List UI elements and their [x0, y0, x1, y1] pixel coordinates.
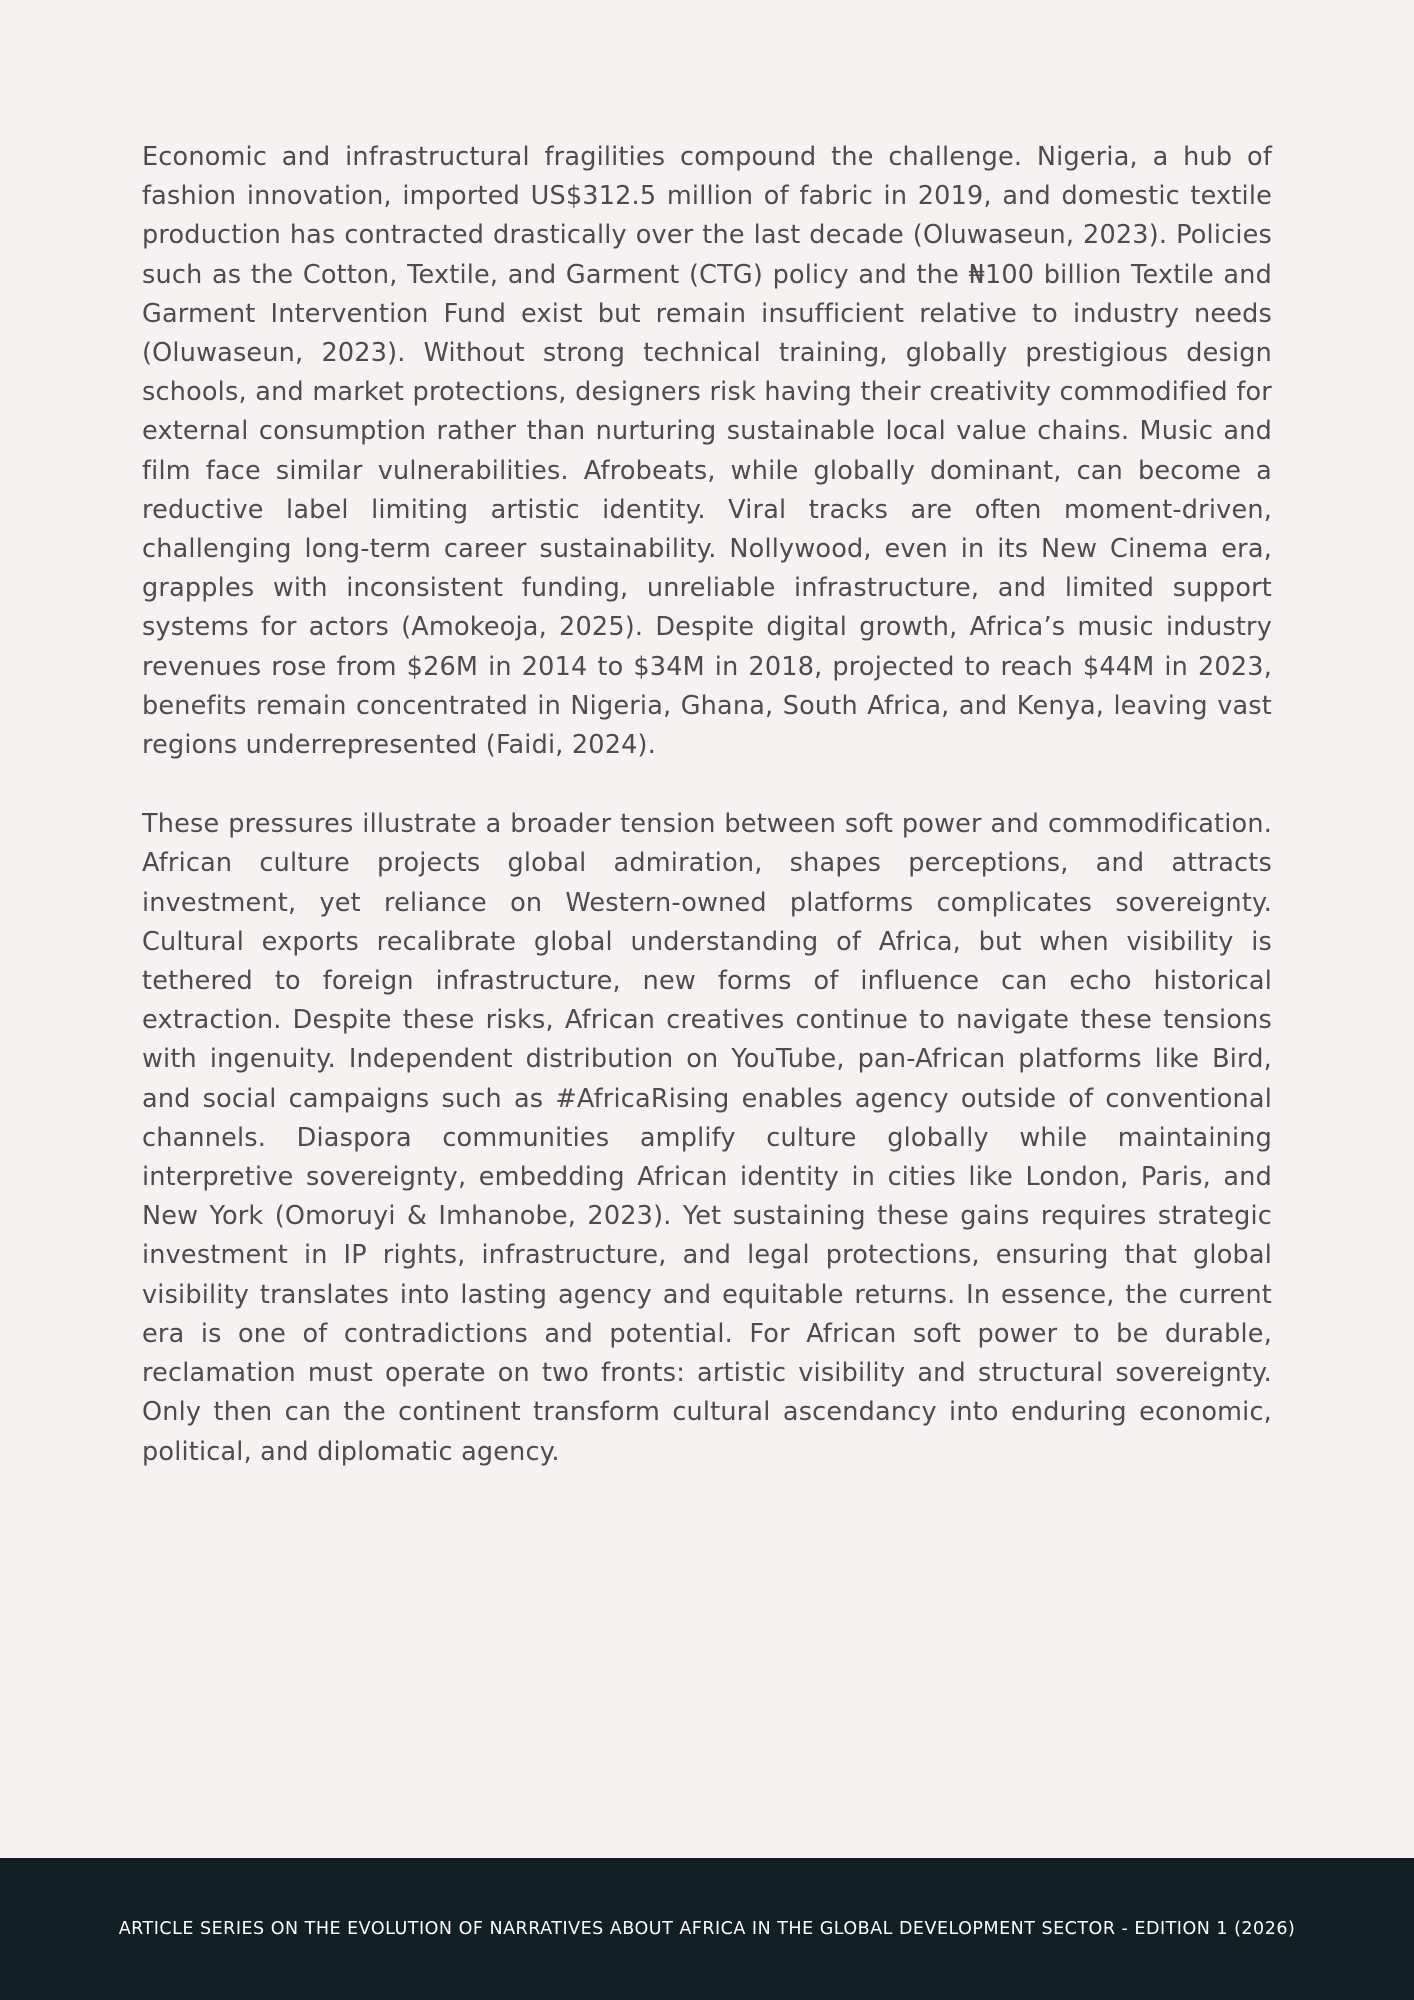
article-paragraph-2: These pressures illustrate a broader tension between soft power and commodification. African culture projects global admiration, shapes perceptions, and attracts investment, yet reliance on Western-owned platforms complicates sovereignty. Cultural exports recalibrate global understanding of Africa, but when visibility is tethered to foreign infrastructure, new forms of influence can echo historical extraction. Despite these risks, African creatives continue to navigate these tensions with ingenuity. Independent distribution on YouTube, pan-African platforms like Bird, and social campaigns such as #AfricaRising enables agency outside of conventional channels. Diaspora communities amplify culture globally while maintaining interpretive sovereignty, embedding African identity in cities like London, Paris, and New York (Omoruyi & Imhanobe, 2023). Yet sustaining these gains requires strategic investment in IP rights, infrastructure, and legal protections, ensuring that global visibility translates into lasting agency and equitable returns. In essence, the current era is one of contradictions and potential. For African soft power to be durable, reclamation must operate on two fronts: artistic visibility and structural sovereignty. Only then can the continent transform cultural ascendancy into enduring economic, political, and diplomatic agency. — [142, 809, 1272, 1467]
article-paragraph-1: Economic and infrastructural fragilities compound the challenge. Nigeria, a hub of fashion innovation, imported US$312.5 million of fabric in 2019, and domestic textile production has contracted drastically over the last decade (Oluwaseun, 2023). Policies such as the Cotton, Textile, and Garment (CTG) policy and the ₦100 billion Textile and Garment Intervention Fund exist but remain insufficient relative to industry needs (Oluwaseun, 2023). Without strong technical training, globally prestigious design schools, and market protections, designers risk having their creativity commodified for external consumption rather than nurturing sustainable local value chains. Music and film face similar vulnerabilities. Afrobeats, while globally dominant, can become a reductive label limiting artistic identity. Viral tracks are often moment-driven, challenging long-term career sustainability. Nollywood, even in its New Cinema era, grapples with inconsistent funding, unreliable infrastructure, and limited support systems for actors (Amokeoja, 2025). Despite digital growth, Africa’s music industry revenues rose from $26M in 2014 to $34M in 2018, projected to reach $44M in 2023, benefits remain concentrated in Nigeria, Ghana, South Africa, and Kenya, leaving vast regions underrepresented (Faidi, 2024). — [142, 142, 1272, 761]
article-body — [142, 138, 1272, 1472]
footer-series-title: ARTICLE SERIES ON THE EVOLUTION OF NARRATIVES ABOUT AFRICA IN THE GLOBAL DEVELOPMENT SECTOR - EDITION 1 (2026) — [118, 1919, 1296, 1939]
page-footer — [0, 1858, 1414, 2000]
